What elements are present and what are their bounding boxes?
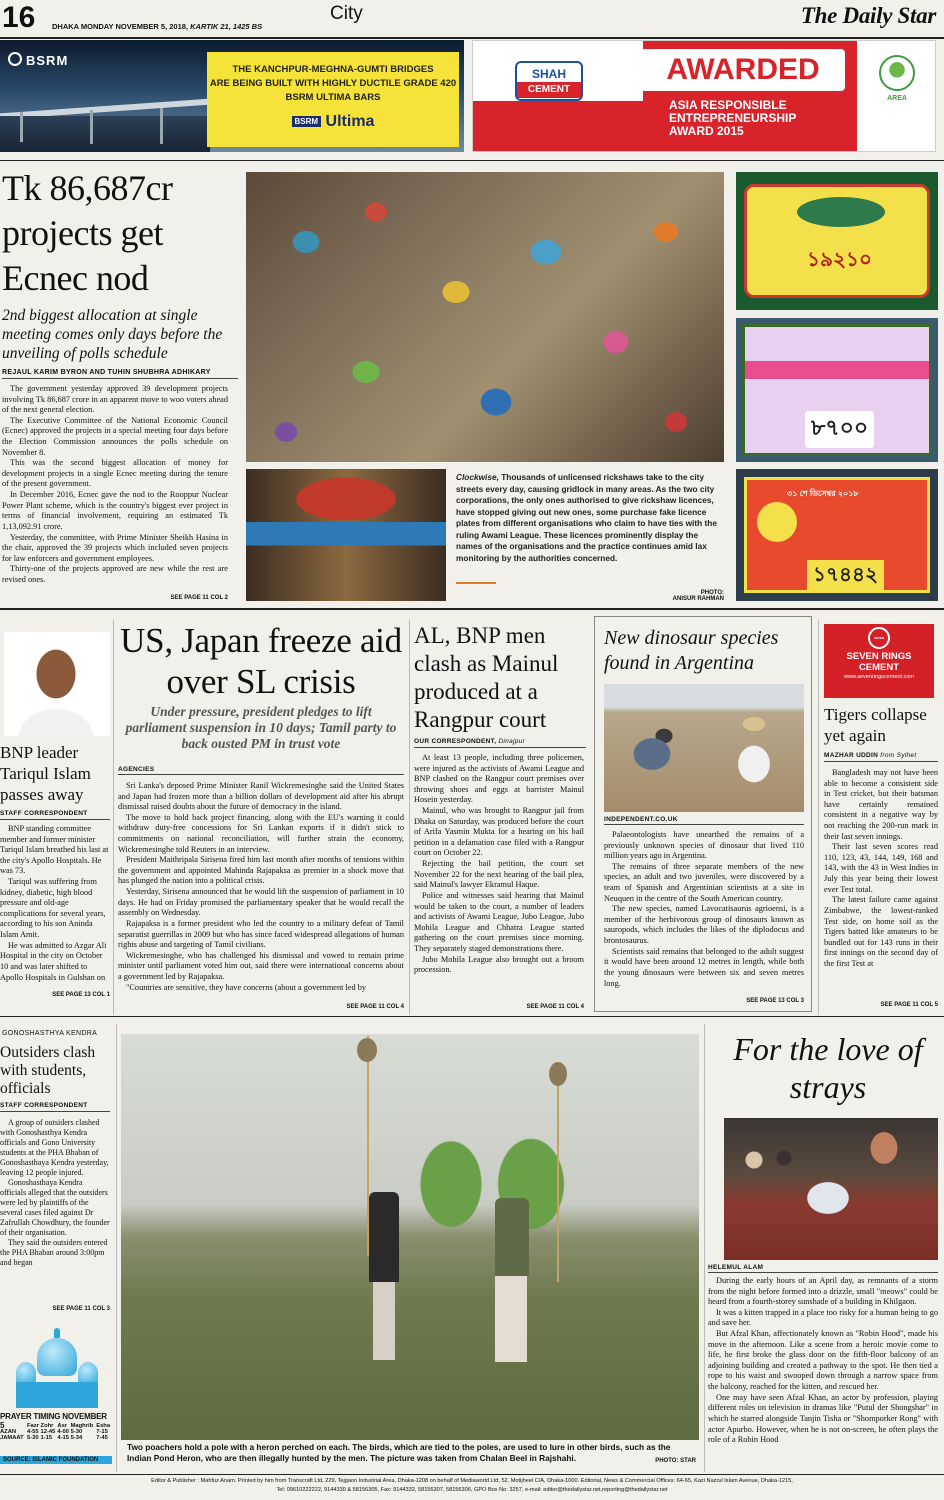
shah-logo: SHAH CEMENT: [515, 61, 583, 101]
heron-caption: Two poachers hold a pole with a heron perched on each. The birds, which are tied to the poles, are used to lure in other birds, such as the Indian Pond Heron, who are then illegally hunted by the men. The picture was taken from Chalan Beel in Rajshahi.: [127, 1442, 671, 1463]
srilanka-continued: SEE PAGE 11 COL 4: [346, 1004, 404, 1010]
lead-headline: Tk 86,687cr projects get Ecnec nod: [2, 168, 173, 298]
plate-number-3: ১৭৪৪২: [807, 560, 884, 593]
dino-body: Palaeontologists have unearthed the remains of a previously unknown species of dinosaur that lived 110 million years ago in Argentina. The remains of three separate members of the new species, an adult and two juveniles, were discovered by a team of Spanish and Argentinian scientists at a site in Neuquen in the centre of the South American country. The new species, named Lavocatisaurus agrioensi, is a member of the herbivorous group of dinosaurs known as sauropods, which includes the likes of the diplodocus and brontosaurus. Scientists said remains that belonged to the adult suggest it would have been around 12 metres in length, while both the young dinosaurs were between six and seven metres long.: [604, 830, 804, 988]
heron-photo-credit: PHOTO: STAR: [655, 1458, 696, 1464]
gono-byline: STAFF CORRESPONDENT: [0, 1102, 110, 1112]
bsrm-yellow-panel: THE KANCHPUR-MEGHNA-GUMTI BRIDGES ARE BEING BUILT WITH HIGHLY DUCTILE GRADE 420 BSRM ULTIMA BARS BSRM Ultima: [207, 52, 459, 147]
area-badge: AREA: [887, 95, 907, 102]
licence-plate-2[interactable]: [736, 318, 938, 462]
bsrm-logo-mark: [8, 52, 22, 66]
licence-plate-3[interactable]: [736, 469, 938, 601]
lead-subhead: 2nd biggest allocation at single meeting comes only days before the unveiling of polls schedule: [2, 307, 223, 362]
strays-headline: For the love of strays: [733, 1031, 923, 1105]
dinosaur-dig-photo[interactable]: [604, 684, 804, 812]
seven-rings-badge: SEVEN: [868, 627, 890, 649]
rickshaw-caption: Clockwise, Thousands of unlicensed rickshaws take to the city streets every day, causing gridlock in many areas. As the two city corporations, the only ones authorised to give rickshaw licences, have stopped giving out new ones, some purchase fake licence plates from different organisations who claim to have ties with the ruling Awami League. These licences prominently display the names of the organisations and the practice continues amid lax monitoring by the authorities concerned.: [456, 472, 717, 563]
awarded-label: AWARDED: [641, 49, 845, 91]
lead-byline: REJAUL KARIM BYRON AND TUHIN SHUBHRA ADHIKARY: [2, 369, 238, 379]
seven-rings-ad[interactable]: SEVEN SEVEN RINGS CEMENT www.sevenringscement.com: [824, 624, 934, 698]
prayer-source: SOURCE: ISLAMIC FOUNDATION: [0, 1456, 112, 1464]
imprint-footer: Editor & Publisher : Mahfuz Anam. Printed by him from Transcraft Ltd, 229, Tejgaon Industrial Area, Dhaka-1208 on behalf of Mediaworld Ltd, 52, Motijheel C/A, Dhaka-1000. Editorial, News & Commercial Offices: 64-65, Kazi Nazrul Islam Avenue, Dhaka-1215, Tel: 09610222222, 9144330 & 58156305, Fax: 9144332, 58156307, 58156306, GPO Box No: 3257, e-mail: editor@thedailystar.net,reporting@thedailystar.net: [151, 1478, 793, 1493]
afzal-khan-cats-photo[interactable]: [724, 1118, 938, 1260]
tigers-continued: SEE PAGE 11 COL 5: [880, 1002, 938, 1008]
plate-number-1: ১৯২১০: [807, 249, 872, 271]
award-name: ASIA RESPONSIBLE ENTREPRENEURSHIP AWARD 2015: [669, 98, 797, 138]
mosque-icon: [16, 1328, 98, 1408]
dino-photo-credit: INDEPENDENT.CO.UK: [604, 816, 804, 825]
plate-header-3: ৩১ শে ডিসেম্বর ২০১৮: [787, 489, 859, 498]
dateline: DHAKA MONDAY NOVEMBER 5, 2018, KARTIK 21, 1425 BS: [52, 22, 263, 31]
rickshaw-crowd-photo[interactable]: [246, 172, 724, 462]
srilanka-byline: AGENCIES: [118, 766, 404, 775]
tariqul-islam-portrait[interactable]: [4, 632, 110, 736]
tigers-byline: MAZHAR UDDIN from Sylhet: [824, 752, 938, 762]
rickshaw-closeup-photo[interactable]: [246, 469, 446, 601]
prayer-title: PRAYER TIMING NOVEMBER 5: [0, 1412, 107, 1430]
shah-cement-ad[interactable]: [472, 40, 936, 152]
gono-body: A group of outsiders clashed with Gonoshasthya Kendra officials and Gono University students at the PHA Bhaban of Gonoshasthaya Kendra yesterday, leaving 12 people injured. Gonoshasthaya Kendra officials alleged that the outsiders were led by plaintiffs of the several cases filed against Dr Zafrullah Chowdhury, the founder of their organisation. They said the outsiders entered the PHA Bhaban around 3:00pm and began: [0, 1118, 110, 1267]
licence-plate-1[interactable]: [736, 172, 938, 310]
rangpur-continued: SEE PAGE 11 COL 4: [526, 1004, 584, 1010]
bnp-headline: BNP leader Tariqul Islam passes away: [0, 743, 91, 804]
srilanka-subhead: Under pressure, president pledges to lift parliament suspension in 10 days; Tamil party to back ousted PM in trust vote: [125, 704, 397, 751]
bsrm-logo: BSRM: [26, 53, 69, 68]
srilanka-headline: US, Japan freeze aid over SL crisis: [120, 621, 402, 701]
rangpur-headline: AL, BNP men clash as Mainul produced at a Rangpur court: [414, 623, 559, 732]
rangpur-byline: OUR CORRESPONDENT, Dinajpur: [414, 738, 586, 748]
tigers-body: Bangladesh may not have been able to become a consistent side in Test cricket, but their batsman have certainly remained consistent in a negative way by not reaching the 200-run mark in their last seven innings. Their last seven scores read 110, 123, 43, 144, 149, 168 and 143, with the 43 in West Indies in July this year being their lowest ever Test total. The latest failure came against Zimbabwe, the lowest-ranked Test side, on home soil as the Tigers batted like amateurs to be bundled out for 143 runs in their first innings on the second day of the first Test at: [824, 768, 938, 968]
bnp-byline: STAFF CORRESPONDENT: [0, 810, 110, 820]
strays-body: During the early hours of an April day, as remnants of a storm from the night before formed into a drizzle, small "meows" could be heard from a fourth-storey sunshade of a building in Khilgaon. It was a kitten trapped in a place too risky for a human being to go and save her. But Afzal Khan, affectionately known as "Robin Hood", made his move in the afternoon. Like a scene from a heroic movie come to life, he first broke the glass door on the fifth-floor balcony of an adjoining building and created a pathway to the spot. He then tied a rope to his waist and swooped down through a narrow space from the balcony, reached for the kitten, and rescued her. One may have seen Afzal Khan, an actor by profession, playing different roles on television in dramas like "Putul der Shongshar" in which he starred alongside Tanjin Tisha or "Shomporker Rong" with actor Apurbo. However, when he is not on-screen, he often plays the role of a Robin Hood: [708, 1276, 938, 1445]
gono-headline: Outsiders clash with students, officials: [0, 1044, 96, 1097]
plate-number-2: ৮৭০০: [805, 411, 874, 448]
rangpur-body: At least 13 people, including three policemen, were injured as the activists of Awami League and BNP clashed on the Rangpur court premises over throwing shoes and eggs at barrister Mainul Hosein yesterday. Mainul, who was brought to Rangpur jail from Dhaka on Saturday, was produced before the court of Arifa Yasmin Mukta for a hearing on his bail petition in a defamation case filed with a Rangpur court on October 22. Rejecting the bail petition, the court set November 22 for the next hearing of the bail plea, said Mainul's lawyer Ekramul Haque. Police and witnesses said hearing that Mainul would be taken to the court, a number of leaders and activists of Awami League, Jubo League, Jubo Mohila League and Chhatra League started gathering on the court premises since morning. They separately staged demonstrations there. Jubo Mohila League also brought out a broom procession.: [414, 753, 584, 975]
rickshaw-photo-credit: PHOTO: ANISUR RAHMAN: [672, 590, 724, 602]
strays-byline: HELEMUL ALAM: [708, 1264, 938, 1273]
gono-continued: SEE PAGE 11 COL 3: [52, 1306, 110, 1312]
dino-headline: New dinosaur species found in Argentina: [604, 627, 779, 674]
masthead[interactable]: The Daily Star: [800, 3, 936, 28]
lead-body: The government yesterday approved 39 development projects involving Tk 86,687 crore in an apparent move to woo voters ahead of the next general election. The Executive Committee of the National Economic Council (Ecnec) approved the projects in a special meeting four days before the Election Commission announces the polls schedule on November 8. This was the second biggest allocation of money for development projects in a single Ecnec meeting during the tenure of the present government. In December 2016, Ecnec gave the nod to the Rooppur Nuclear Power Plant scheme, which is the country's biggest ever project in terms of financial involvement, requiring an estimated Tk 1,13,092.91 crore. Yesterday, the committee, with Prime Minister Sheikh Hasina in the chair, approved the 39 projects which included seven projects for law enforcers and government employees. Thirty-one of the projects approved are new while the rest are revised ones.: [2, 384, 228, 584]
srilanka-body: Sri Lanka's deposed Prime Minister Ranil Wickremesinghe said the United States and Japan had frozen more than a billion dollars of development aid after his abrupt dismissal raised doubts about the future of democracy in the island. The move to hold back project financing, along with the EU's warning it could withdraw duty-free concessions for Sri Lankan exports if it didn't stick to commitments on national reconciliation, will further strain the economy, Wickremesinghe told Reuters in an interview. President Maithripala Sirisena fired him last month after months of tensions within the government and appointed Mahinda Rajapaksa as premier in a shock move that has plunged the nation into a political crisis. Yesterday, Sirisena announced that he would lift the suspension of parliament in 10 days. He had on Friday promised the parliamentary speaker that he would recall the assembly on Wednesday. Rajapaksa is a former president who led the country to a military defeat of Tamil separatist guerrillas in 2009 but who has since faced widespread allegations of human rights abuse and targeting of Tamil civilians. Wickremesinghe, who has challenged his dismissal and vowed to remain prime minister until parliament voted him out, said there were international concerns about a government led by Rajapaksa. "Countries are sensitive, they have concerns (about a government led by: [118, 781, 404, 992]
prayer-table: Fazr Zohr Asr Maghrib Esha AZAN 4-55 12-45 4-00 5-30 7-15 JAMAAT 5-30 1-15 4-15 5-34 7-45: [0, 1423, 111, 1441]
gono-kicker: GONOSHASTHYA KENDRA: [2, 1030, 98, 1037]
lead-continued: SEE PAGE 11 COL 2: [170, 595, 228, 601]
page-number: 16: [2, 1, 36, 34]
dino-continued: SEE PAGE 13 COL 3: [746, 998, 804, 1004]
tree-award-icon: [879, 55, 915, 91]
tigers-headline: Tigers collapse yet again: [824, 705, 927, 745]
bnp-continued: SEE PAGE 13 COL 1: [52, 992, 110, 998]
bnp-body: BNP standing committee member and former minister Tariqul Islam breathed his last at the city's Apollo Hospitals. He was 73. Tariqul was suffering from kidney, diabetic, high blood pressure and old-age complications for several years, according to his son Aninda Islam Amit. He was admitted to Azgar Ali Hospital in the city on October 10 and was later shifted to Apollo Hospitals in Gulshan on: [0, 824, 109, 982]
section-label: City: [330, 3, 363, 24]
heron-poachers-photo[interactable]: [121, 1034, 699, 1440]
bsrm-ad[interactable]: [0, 40, 464, 152]
